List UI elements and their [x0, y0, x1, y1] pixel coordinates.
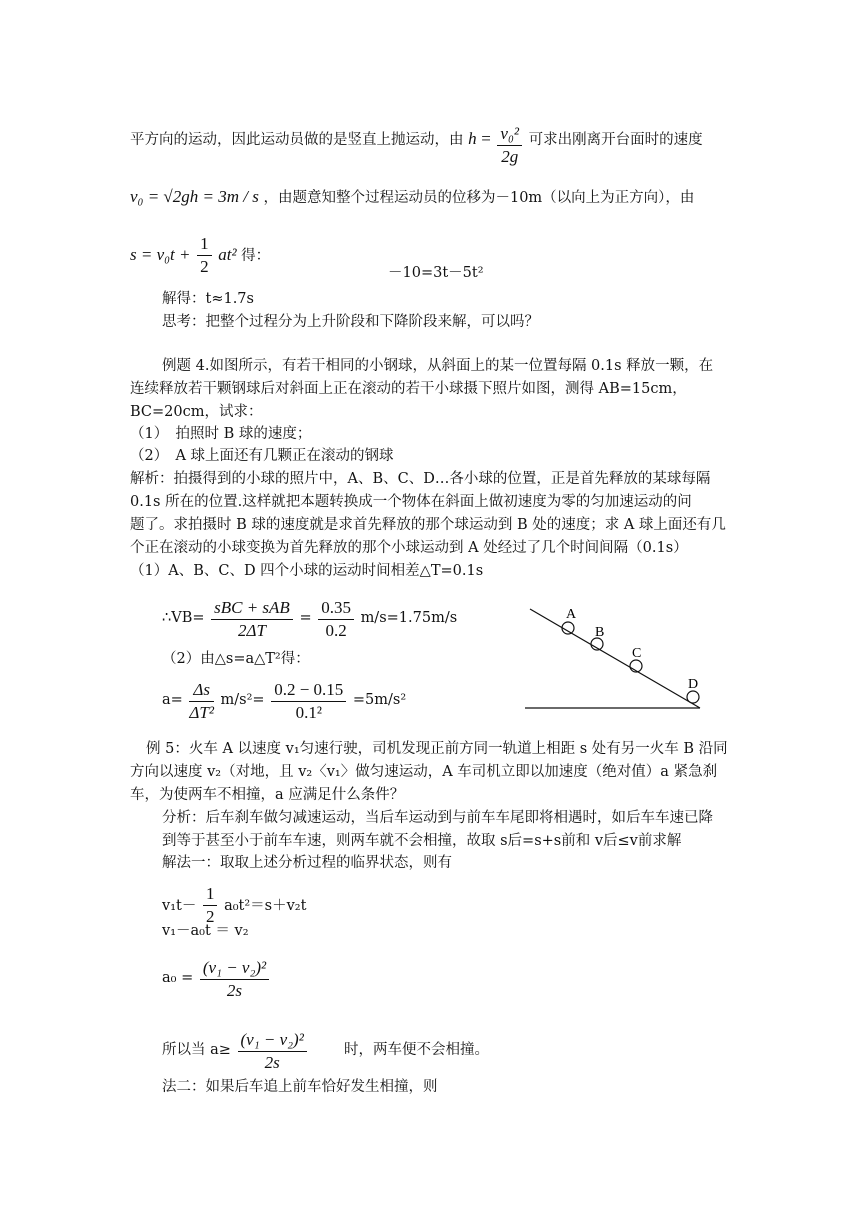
half-fraction	[197, 234, 212, 277]
acceleration-formula	[162, 680, 406, 723]
acc-mid: m/s²=	[220, 692, 265, 708]
analysis-line-1: 解析：拍摄得到的小球的照片中，A、B、C、D…各小球的位置，正是首先释放的某球每隔	[130, 471, 711, 487]
condition-fraction	[238, 1030, 307, 1073]
equals-sign: =	[481, 129, 491, 148]
height-symbol: h	[468, 129, 477, 148]
example-4-question-1: （1） 拍照时 B 球的速度；	[130, 426, 312, 442]
equation-1-left: v₁t－	[162, 898, 197, 914]
equation-1-numerator: 1	[203, 884, 218, 906]
analysis-line-4: 个正在滚动的小球变换为首先释放的那个小球运动到 A 处经过了几个时间间隔（0.1s）	[130, 540, 688, 556]
example-4-line-1: 例题 4.如图所示，有若干相同的小钢球，从斜面上的某一位置每隔 0.1s 释放一颗，在	[162, 358, 714, 374]
equation-3-prefix: a₀ =	[162, 970, 194, 986]
acc-prefix: a=	[162, 692, 183, 708]
height-fraction-denominator: 2g	[501, 147, 519, 166]
example-4-question-2: （2） A 球上面还有几颗正在滚动的钢球	[130, 448, 394, 464]
centered-equation: －10=3t－5t²	[388, 265, 484, 281]
acc-numerator: Δs	[189, 680, 214, 702]
line-2	[130, 187, 694, 208]
example-5-line-1: 例 5：火车 A 以速度 v₁匀速行驶，司机发现正前方同一轨道上相距 s 处有另一火车 B 沿同	[146, 741, 728, 757]
line-1	[130, 124, 703, 167]
equation-3	[162, 958, 271, 1001]
condition-numerator: (v₁ − v₂)²	[238, 1030, 307, 1052]
label-a: A	[566, 607, 577, 622]
height-fraction-numerator: v₀²	[497, 124, 522, 146]
acc-value-fraction	[271, 680, 346, 723]
condition-denominator: 2s	[264, 1053, 280, 1072]
line-2-text: ，由题意知整个过程运动员的位移为－10m（以向上为正方向），由	[263, 190, 695, 206]
example-5-analysis-2: 到等于甚至小于前车车速，则两车就不会相撞，故取 s后=s+s前和 v后≤v前求解	[162, 833, 682, 849]
vb-prefix: ∴VB=	[162, 610, 205, 626]
line-3	[130, 234, 270, 277]
acc-value-numerator: 0.2 − 0.15	[271, 680, 346, 702]
vb-denominator: 2ΔT	[238, 621, 266, 640]
vb-value-numerator: 0.35	[318, 598, 354, 620]
incline-surface	[530, 609, 700, 708]
equation-3-numerator: (v₁ − v₂)²	[200, 958, 269, 980]
equation-1-denominator: 2	[205, 907, 215, 926]
example-4-line-3: BC=20cm，试求：	[130, 404, 263, 420]
acc-value-denominator: 0.1²	[295, 703, 322, 722]
label-b: B	[595, 625, 605, 640]
acc-result: =5m/s²	[352, 692, 407, 708]
line-1-tail: 可求出刚离开台面时的速度	[528, 132, 703, 148]
condition-prefix: 所以当 a≥	[162, 1042, 231, 1058]
condition-suffix: 时，两车便不会相撞。	[344, 1042, 490, 1058]
displacement-formula-left: s = v₀t +	[130, 245, 191, 264]
half-denominator: 2	[200, 257, 209, 276]
equation-3-denominator: 2s	[226, 981, 243, 1000]
equation-1-right: a₀t²＝s＋v₂t	[224, 898, 307, 914]
half-numerator: 1	[197, 234, 212, 256]
vb-fraction	[211, 598, 293, 641]
vb-formula	[162, 598, 457, 641]
label-d: D	[688, 677, 699, 692]
example-4-line-2: 连续释放若干颗钢球后对斜面上正在滚动的若干小球摄下照片如图，测得 AB=15cm，	[130, 381, 687, 397]
vb-equals: =	[299, 610, 312, 626]
analysis-line-2: 0.1s 所在的位置.这样就把本题转换成一个物体在斜面上做初速度为零的匀加速运动的问	[130, 494, 692, 510]
line-3-text: 得：	[241, 248, 271, 264]
solution-line: 解得：t≈1.7s	[162, 291, 254, 307]
acc-denominator: ΔT²	[189, 703, 214, 722]
label-c: C	[632, 646, 642, 661]
equation-3-fraction	[200, 958, 269, 1001]
vb-value-denominator: 0.2	[325, 621, 347, 640]
initial-velocity-formula: v₀ = √2gh = 3m / s	[130, 187, 259, 206]
think-question: 思考：把整个过程分为上升阶段和下降阶段来解，可以吗？	[162, 314, 539, 330]
line-1-text: 平方向的运动，因此运动员做的是竖直上抛运动，由	[130, 132, 464, 148]
example-5-line-2: 方向以速度 v₂（对地，且 v₂〈v₁〉做匀速运动，A 车司机立即以加速度（绝对值）a 紧急刹	[130, 764, 718, 780]
vb-result: m/s=1.75m/s	[360, 610, 458, 626]
vb-numerator: sBC + sAB	[211, 598, 293, 620]
method-2-title: 法二：如果后车追上前车恰好发生相撞，则	[162, 1079, 438, 1095]
height-fraction	[497, 124, 522, 167]
ball-d	[687, 691, 699, 703]
method-1-title: 解法一：取取上述分析过程的临界状态，则有	[162, 855, 452, 871]
condition-line	[162, 1030, 489, 1073]
part-2-line: （2）由△s=a△T²得：	[162, 651, 310, 667]
equation-2: v₁－a₀t ＝ v₂	[162, 923, 249, 939]
displacement-formula-right: at²	[218, 245, 237, 264]
incline-figure	[510, 590, 730, 720]
analysis-line-5: （1）A、B、C、D 四个小球的运动时间相差△T=0.1s	[130, 563, 484, 579]
acc-fraction	[189, 680, 214, 723]
example-5-analysis-1: 分析：后车刹车做匀减速运动，当后车运动到与前车车尾即将相遇时，如后车车速已降	[162, 810, 713, 826]
vb-value-fraction	[318, 598, 354, 641]
example-5-line-3: 车，为使两车不相撞，a 应满足什么条件？	[130, 787, 405, 803]
analysis-line-3: 题了。求拍摄时 B 球的速度就是求首先释放的那个球运动到 B 处的速度；求 A 球上面还有几	[130, 517, 726, 533]
